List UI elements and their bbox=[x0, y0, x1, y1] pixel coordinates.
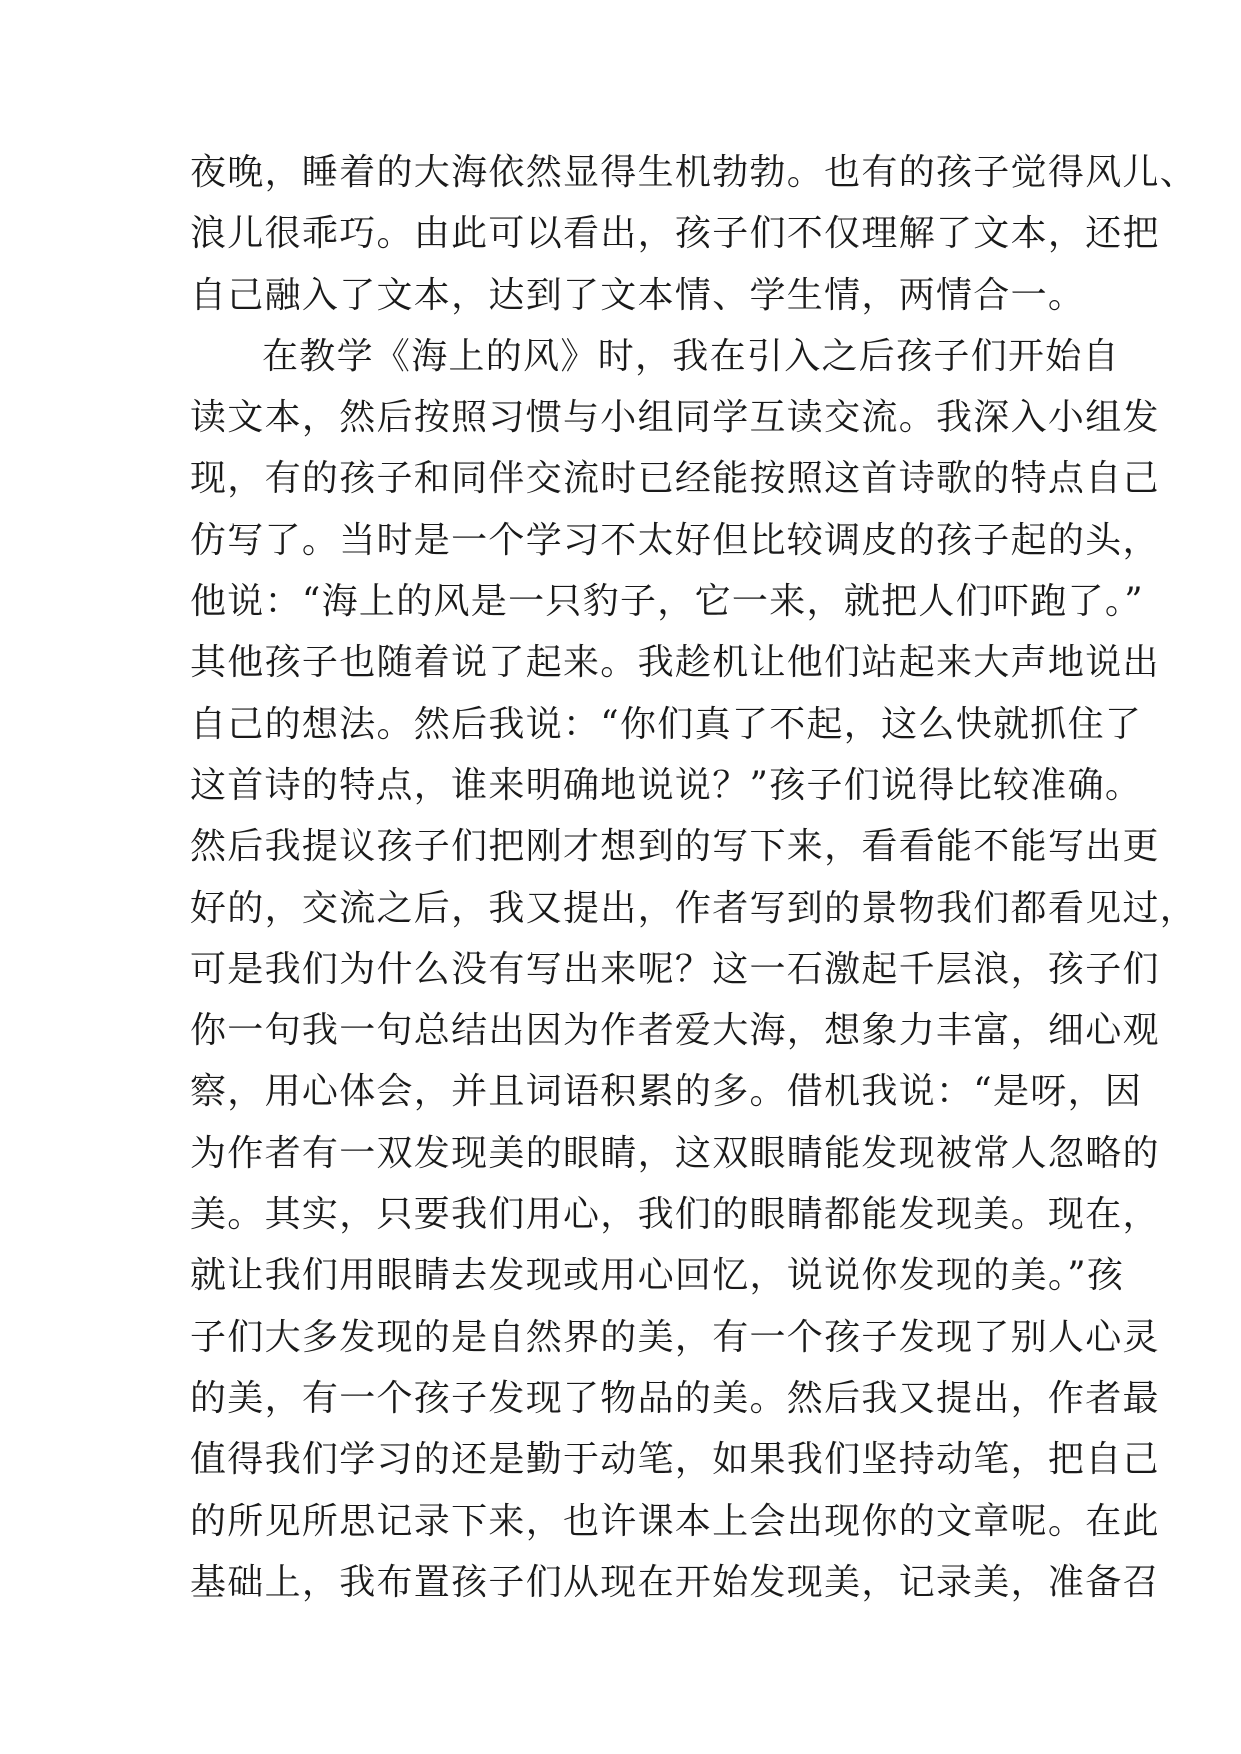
text-line: 自己融入了文本，达到了文本情、学生情，两情合一。 bbox=[190, 274, 1086, 316]
text-line: 夜晚，睡着的大海依然显得生机勃勃。也有的孩子觉得风儿、 bbox=[190, 152, 1198, 193]
text-line: 美。其实，只要我们用心，我们的眼睛都能发现美。现在， bbox=[190, 1194, 1160, 1236]
text-line: 你一句我一句总结出因为作者爱大海，想象力丰富，细心观 bbox=[190, 1010, 1160, 1052]
text-line: 为作者有一双发现美的眼睛，这双眼睛能发现被常人忽略的 bbox=[190, 1132, 1160, 1174]
text-line: 的美，有一个孩子发现了物品的美。然后我又提出，作者最 bbox=[190, 1377, 1160, 1419]
text-line: 自己的想法。然后我说：“你们真了不起，这么快就抓住了 bbox=[190, 703, 1143, 745]
text-line: 现，有的孩子和同伴交流时已经能按照这首诗歌的特点自己 bbox=[190, 458, 1160, 500]
text-line: 浪儿很乖巧。由此可以看出，孩子们不仅理解了文本，还把 bbox=[190, 213, 1160, 255]
text-line: 的所见所思记录下来，也许课本上会出现你的文章呢。在此 bbox=[190, 1500, 1160, 1542]
text-line: 其他孩子也随着说了起来。我趁机让他们站起来大声地说出 bbox=[190, 642, 1160, 684]
text-line: 仿写了。当时是一个学习不太好但比较调皮的孩子起的头， bbox=[190, 519, 1160, 561]
text-line: 就让我们用眼睛去发现或用心回忆，说说你发现的美。”孩 bbox=[190, 1255, 1125, 1297]
text-line: 这首诗的特点，谁来明确地说说？”孩子们说得比较准确。 bbox=[190, 764, 1143, 806]
text-line: 子们大多发现的是自然界的美，有一个孩子发现了别人心灵 bbox=[190, 1316, 1160, 1358]
text-line: 好的，交流之后，我又提出，作者写到的景物我们都看见过， bbox=[190, 887, 1198, 929]
text-line: 他说：“海上的风是一只豹子，它一来，就把人们吓跑了。” bbox=[190, 581, 1144, 623]
text-line: 然后我提议孩子们把刚才想到的写下来，看看能不能写出更 bbox=[190, 826, 1160, 868]
text-line: 察，用心体会，并且词语积累的多。借机我说：“是呀，因 bbox=[190, 1071, 1143, 1113]
paragraph-first-line: 在教学《海上的风》时，我在引入之后孩子们开始自 bbox=[262, 335, 1120, 377]
text-line: 值得我们学习的还是勤于动笔，如果我们坚持动笔，把自己 bbox=[190, 1439, 1160, 1481]
text-line: 可是我们为什么没有写出来呢？这一石激起千层浪，孩子们 bbox=[190, 948, 1160, 990]
text-line: 读文本，然后按照习惯与小组同学互读交流。我深入小组发 bbox=[190, 397, 1160, 439]
text-line: 基础上，我布置孩子们从现在开始发现美，记录美，准备召 bbox=[190, 1561, 1160, 1603]
body-text bbox=[190, 142, 1198, 1613]
